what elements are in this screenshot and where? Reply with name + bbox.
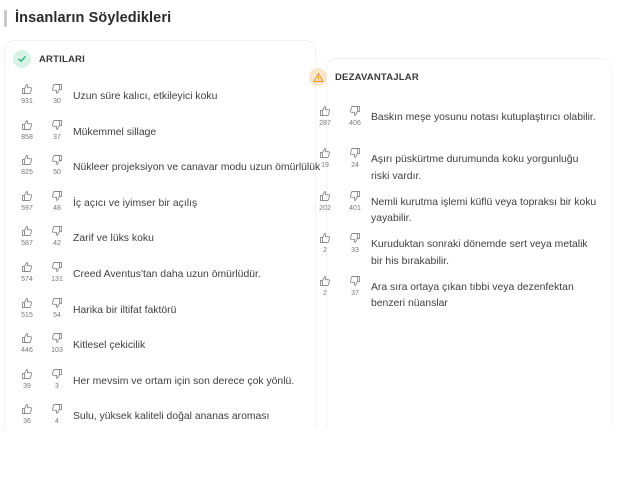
- cons-item: [313, 190, 603, 225]
- page-bottom-area: [0, 428, 627, 502]
- downvote-count: 54: [53, 311, 61, 319]
- downvote-count: 37: [351, 289, 359, 297]
- thumbs-down-icon: [343, 190, 367, 202]
- upvote-button[interactable]: [15, 368, 39, 391]
- thumbs-down-icon: [343, 147, 367, 159]
- upvote-button[interactable]: [313, 232, 337, 255]
- thumbs-up-icon: [313, 232, 337, 244]
- pros-item-text: Nükleer projeksiyon ve canavar modu uzun ömürlülük: [73, 162, 321, 174]
- upvote-count: 2: [323, 289, 327, 297]
- thumbs-down-icon: [45, 261, 69, 273]
- thumbs-down-icon: [45, 154, 69, 166]
- pros-item-text: İç açıcı ve iyimser bir açılış: [73, 197, 198, 209]
- upvote-button[interactable]: [15, 225, 39, 248]
- upvote-button[interactable]: [15, 119, 39, 142]
- title-accent-bar: [4, 10, 7, 27]
- downvote-button[interactable]: [343, 105, 367, 128]
- thumbs-up-icon: [15, 403, 39, 415]
- thumbs-up-icon: [15, 332, 39, 344]
- downvote-count: 48: [53, 204, 61, 212]
- pros-item: [15, 332, 315, 364]
- thumbs-down-icon: [45, 83, 69, 95]
- upvote-count: 36: [23, 418, 31, 426]
- cons-item: [313, 147, 603, 182]
- pros-item: [15, 154, 321, 186]
- upvote-count: 202: [319, 204, 331, 212]
- upvote-button[interactable]: [15, 297, 39, 320]
- thumbs-down-icon: [45, 119, 69, 131]
- upvote-button[interactable]: [15, 332, 39, 355]
- upvote-count: 446: [21, 347, 33, 355]
- downvote-button[interactable]: [45, 225, 69, 248]
- cons-item-text: Baskın meşe yosunu notası kutuplaştırıcı olabilir.: [371, 112, 596, 123]
- downvote-button[interactable]: [343, 190, 367, 213]
- upvote-button[interactable]: [313, 275, 337, 298]
- pros-card: [4, 40, 321, 440]
- cons-item-text: Ara sıra ortaya çıkan tıbbi veya dezenfektan benzeri nüanslar: [371, 281, 574, 310]
- pros-item-text: Kitlesel çekicilik: [73, 340, 146, 352]
- upvote-button[interactable]: [15, 261, 39, 284]
- downvote-count: 103: [51, 347, 63, 355]
- cons-item: [313, 232, 603, 267]
- downvote-button[interactable]: [343, 147, 367, 170]
- thumbs-up-icon: [313, 147, 337, 159]
- thumbs-down-icon: [45, 225, 69, 237]
- pros-item-text: Mükemmel sillage: [73, 126, 157, 138]
- downvote-button[interactable]: [45, 403, 69, 426]
- downvote-count: 4: [55, 418, 59, 426]
- downvote-count: 42: [53, 240, 61, 248]
- thumbs-down-icon: [45, 332, 69, 344]
- thumbs-up-icon: [15, 154, 39, 166]
- pros-item-text: Creed Aventus'tan daha uzun ömürlüdür.: [73, 269, 261, 280]
- downvote-button[interactable]: [343, 232, 367, 255]
- cons-header-label: DEZAVANTAJLAR: [335, 71, 419, 83]
- pros-item: [15, 83, 315, 115]
- section-header: [4, 8, 171, 28]
- thumbs-down-icon: [45, 368, 69, 380]
- pros-header: [13, 50, 85, 68]
- thumbs-down-icon: [343, 275, 367, 287]
- cons-item-text: Nemli kurutma işlemi küflü veya topraksı bir koku yayabilir.: [371, 196, 597, 225]
- downvote-button[interactable]: [45, 297, 69, 320]
- upvote-button[interactable]: [15, 83, 39, 106]
- thumbs-up-icon: [15, 297, 39, 309]
- thumbs-up-icon: [15, 225, 39, 237]
- cons-header: [309, 68, 419, 86]
- downvote-count: 401: [349, 204, 361, 212]
- pros-item: [15, 119, 315, 151]
- thumbs-down-icon: [45, 403, 69, 415]
- thumbs-up-icon: [15, 261, 39, 273]
- pros-item: [15, 225, 315, 257]
- downvote-button[interactable]: [343, 275, 367, 298]
- upvote-button[interactable]: [313, 105, 337, 128]
- downvote-count: 24: [351, 162, 359, 170]
- thumbs-down-icon: [343, 232, 367, 244]
- downvote-count: 131: [51, 276, 63, 283]
- upvote-button[interactable]: [15, 403, 39, 426]
- upvote-button[interactable]: [15, 190, 39, 213]
- upvote-count: 825: [21, 169, 33, 177]
- thumbs-down-icon: [45, 297, 69, 309]
- pros-item-text: Zarif ve lüks koku: [73, 233, 154, 245]
- downvote-button[interactable]: [45, 154, 69, 177]
- downvote-count: 30: [53, 98, 61, 105]
- downvote-button[interactable]: [45, 332, 69, 355]
- downvote-button[interactable]: [45, 190, 69, 213]
- thumbs-down-icon: [45, 190, 69, 202]
- upvote-count: 39: [23, 382, 31, 390]
- thumbs-up-icon: [15, 119, 39, 131]
- thumbs-down-icon: [343, 105, 367, 117]
- downvote-count: 33: [351, 247, 359, 255]
- upvote-button[interactable]: [313, 190, 337, 213]
- pros-item-text: Sulu, yüksek kaliteli doğal ananas aroması: [73, 411, 270, 423]
- pros-item: [15, 297, 315, 329]
- downvote-button[interactable]: [45, 119, 69, 142]
- pros-item-text: Uzun süre kalıcı, etkileyici koku: [73, 91, 218, 102]
- thumbs-up-icon: [313, 275, 337, 287]
- check-icon: [13, 50, 31, 68]
- downvote-count: 3: [55, 382, 59, 390]
- downvote-button[interactable]: [45, 83, 69, 106]
- upvote-button[interactable]: [15, 154, 39, 177]
- upvote-count: 587: [21, 240, 33, 248]
- upvote-count: 287: [319, 120, 331, 127]
- pros-item: [15, 368, 315, 400]
- upvote-button[interactable]: [313, 147, 337, 170]
- pros-item-text: Harika bir iltifat faktörü: [73, 304, 177, 316]
- cons-item: [313, 275, 603, 310]
- cons-item-text: Kuruduktan sonraki dönemde sert veya metalik bir his bırakabilir.: [371, 239, 588, 267]
- downvote-count: 37: [53, 133, 61, 141]
- thumbs-up-icon: [313, 105, 337, 117]
- pros-item: [15, 261, 315, 293]
- pros-item: [15, 190, 315, 222]
- thumbs-up-icon: [313, 190, 337, 202]
- downvote-button[interactable]: [45, 261, 69, 284]
- pros-item-text: Her mevsim ve ortam için son derece çok yönlü.: [73, 375, 295, 387]
- upvote-count: 19: [321, 162, 329, 170]
- cons-item-text: Aşırı püskürtme durumunda koku yorgunluğu riski vardır.: [371, 154, 579, 182]
- downvote-button[interactable]: [45, 368, 69, 391]
- pros-header-label: ARTILARI: [39, 53, 85, 65]
- cons-card: [319, 58, 612, 438]
- downvote-count: 50: [53, 169, 61, 177]
- upvote-count: 858: [21, 133, 33, 141]
- upvote-count: 574: [21, 276, 33, 283]
- cons-item: [313, 105, 603, 137]
- downvote-count: 406: [349, 120, 361, 127]
- thumbs-up-icon: [15, 83, 39, 95]
- upvote-count: 515: [21, 311, 33, 319]
- upvote-count: 597: [21, 204, 33, 212]
- warning-icon: [309, 68, 327, 86]
- upvote-count: 2: [323, 247, 327, 255]
- section-title: İnsanların Söyledikleri: [15, 10, 172, 26]
- thumbs-up-icon: [15, 190, 39, 202]
- upvote-count: 931: [21, 98, 33, 105]
- thumbs-up-icon: [15, 368, 39, 380]
